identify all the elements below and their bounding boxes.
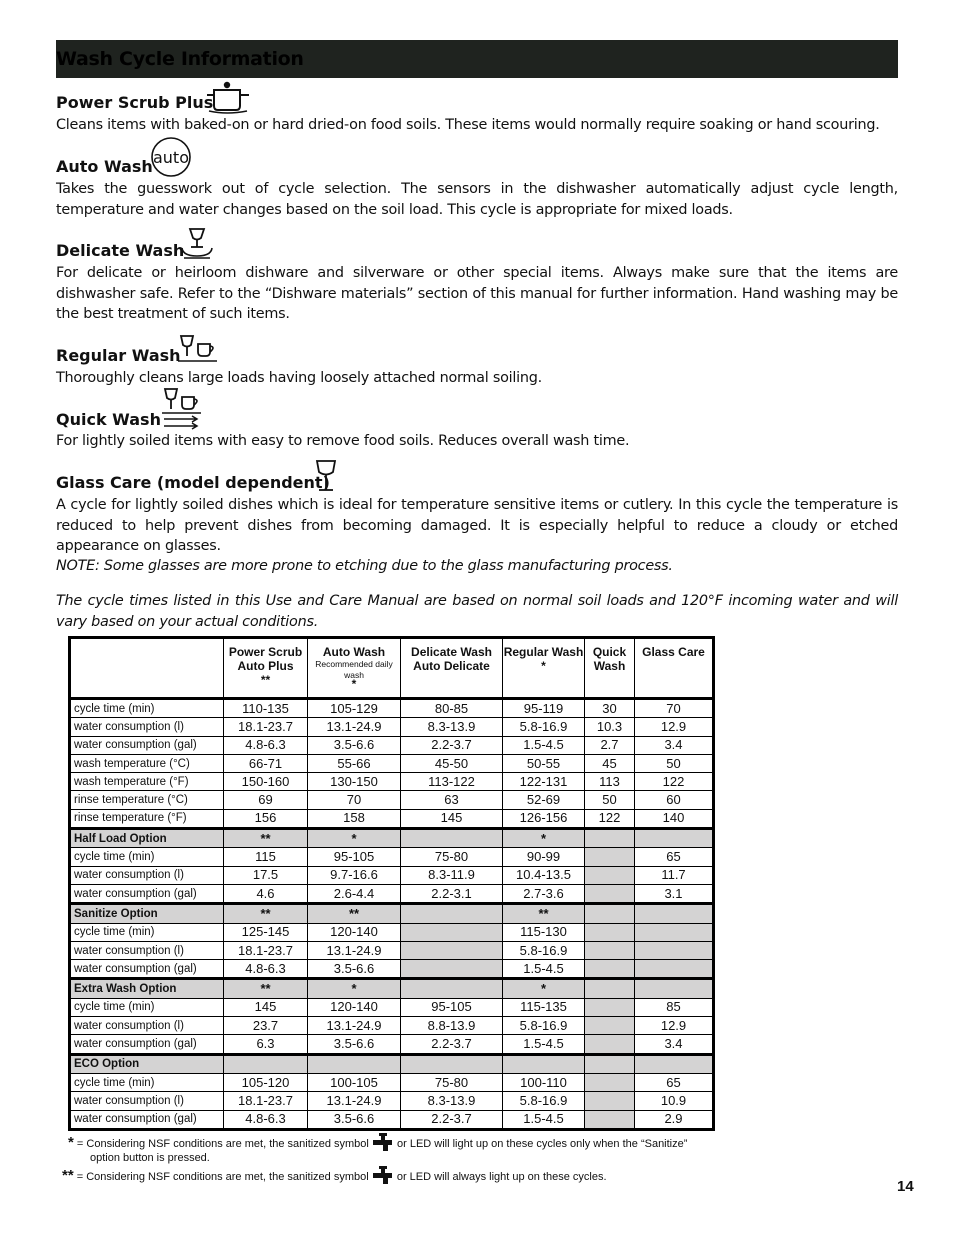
option-mark [635,829,714,848]
section-body-auto-wash: Takes the guesswork out of cycle selection. The sensors in the dishwasher automatically adjust cycle length, temperature and water changes based on the soil load. This cycle is appropriate for mixed loads. [56,181,898,218]
table-cell [635,960,714,979]
table-cell: 105-120 [224,1073,308,1091]
table-cell: 100-105 [308,1073,401,1091]
option-mark [401,829,503,848]
table-cell: 105-129 [308,699,401,718]
col-header-auto-wash: Auto Wash Recommended daily wash * [308,638,401,699]
table-cell: 50 [635,754,714,772]
table-cell: 13.1-24.9 [308,941,401,959]
option-mark: ** [224,979,308,998]
table-cell [585,848,635,866]
table-cell: 45-50 [401,754,503,772]
option-mark [635,979,714,998]
table-cell [585,1073,635,1091]
section-title-quick-wash: Quick Wash [56,410,161,429]
table-cell: 18.1-23.7 [224,718,308,736]
table-cell [585,923,635,941]
row-label: water consumption (l) [70,866,224,884]
table-cell: 140 [635,809,714,828]
col-header-power-scrub: Power Scrub Auto Plus ** [224,638,308,699]
table-row [70,960,714,979]
table-cell: 17.5 [224,866,308,884]
table-cell: 130-150 [308,773,401,791]
row-label: wash temperature (°C) [70,754,224,772]
table-row [70,884,714,903]
table-cell: 4.8-6.3 [224,736,308,754]
table-cell: 5.8-16.9 [503,718,585,736]
quick-wash-icon [161,387,203,431]
table-cell: 30 [585,699,635,718]
option-mark [401,979,503,998]
table-cell: 95-105 [401,998,503,1016]
table-cell: 90-99 [503,848,585,866]
table-row [70,791,714,809]
row-label: water consumption (l) [70,718,224,736]
section-body-delicate-wash: For delicate or heirloom dishware and silverware or other special items. Always make sure that the items are dishwasher safe. Refer to the “Dishware materials” section of this manual for further information. Hand washing may be the best treatment of such items. [56,265,898,322]
table-cell: 5.8-16.9 [503,1092,585,1110]
table-cell: 66-71 [224,754,308,772]
table-cell: 100-110 [503,1073,585,1091]
row-label: water consumption (gal) [70,736,224,754]
section-title-regular-wash: Regular Wash [56,346,181,365]
table-header-row [70,638,714,699]
table-cell: 6.3 [224,1035,308,1054]
row-label: water consumption (l) [70,1017,224,1035]
table-cell: 50-55 [503,754,585,772]
table-row [70,1092,714,1110]
table-cell: 122 [585,809,635,828]
row-label: cycle time (min) [70,699,224,718]
table-row [70,866,714,884]
option-mark: ** [308,904,401,923]
table-row [70,773,714,791]
option-row [70,829,714,848]
page-number: 14 [897,1178,914,1195]
table-cell: 4.8-6.3 [224,1110,308,1129]
table-cell [585,1092,635,1110]
table-cell: 8.3-11.9 [401,866,503,884]
option-mark [224,1054,308,1073]
table-cell: 50 [585,791,635,809]
table-row [70,941,714,959]
table-row [70,699,714,718]
row-label: wash temperature (°F) [70,773,224,791]
col-header-delicate-wash: Delicate Wash Auto Delicate [401,638,503,699]
section-body-regular-wash: Thoroughly cleans large loads having loosely attached normal soiling. [56,370,542,386]
table-cell [585,941,635,959]
option-mark [401,1054,503,1073]
table-cell: 5.8-16.9 [503,1017,585,1035]
section-title-auto-wash: Auto Wash [56,157,153,176]
table-cell: 113-122 [401,773,503,791]
option-mark [585,1054,635,1073]
row-label: water consumption (gal) [70,1110,224,1129]
table-cell: 75-80 [401,1073,503,1091]
table-cell [635,923,714,941]
table-cell: 2.2-3.7 [401,736,503,754]
table-cell: 63 [401,791,503,809]
table-cell: 69 [224,791,308,809]
table-row [70,1110,714,1129]
option-label: ECO Option [70,1054,224,1073]
option-row [70,904,714,923]
row-label: cycle time (min) [70,848,224,866]
table-cell: 12.9 [635,1017,714,1035]
option-mark: * [503,829,585,848]
option-label: Sanitize Option [70,904,224,923]
table-cell: 4.6 [224,884,308,903]
table-cell: 9.7-16.6 [308,866,401,884]
table-cell: 1.5-4.5 [503,960,585,979]
table-cell: 145 [401,809,503,828]
table-cell: 2.9 [635,1110,714,1129]
table-cell: 1.5-4.5 [503,1035,585,1054]
table-cell: 113 [585,773,635,791]
table-row [70,848,714,866]
table-cell: 120-140 [308,923,401,941]
table-cell: 3.5-6.6 [308,736,401,754]
table-row [70,998,714,1016]
option-mark [635,1054,714,1073]
option-mark [585,904,635,923]
table-cell [585,1035,635,1054]
table-cell: 3.4 [635,736,714,754]
table-cell [401,960,503,979]
table-cell [585,884,635,903]
table-cell: 2.7 [585,736,635,754]
table-row [70,923,714,941]
table-cell: 115 [224,848,308,866]
table-cell: 55-66 [308,754,401,772]
table-cell: 12.9 [635,718,714,736]
auto-icon [149,136,193,178]
table-cell [635,941,714,959]
table-row [70,1017,714,1035]
table-row [70,1073,714,1091]
table-cell: 13.1-24.9 [308,1092,401,1110]
table-cell [585,998,635,1016]
table-cell: 158 [308,809,401,828]
col-header-glass-care: Glass Care [635,638,714,699]
wine-glass-icon [313,459,339,493]
option-mark [308,1054,401,1073]
table-cell: 4.8-6.3 [224,960,308,979]
table-cell: 8.3-13.9 [401,718,503,736]
option-mark: ** [224,829,308,848]
faucet-icon [372,1165,394,1185]
glass-cup-icon [177,334,219,366]
delicate-glass-icon [180,226,214,260]
table-cell: 110-135 [224,699,308,718]
table-cell: 65 [635,1073,714,1091]
table-cell: 8.8-13.9 [401,1017,503,1035]
option-mark [503,1054,585,1073]
table-cell: 2.2-3.7 [401,1035,503,1054]
table-cell: 2.2-3.1 [401,884,503,903]
section-note-glass-care: NOTE: Some glasses are more prone to etching due to the glass manufacturing process. [56,558,673,574]
table-header-corner [70,638,224,699]
table-cell: 150-160 [224,773,308,791]
table-cell: 45 [585,754,635,772]
option-mark: ** [503,904,585,923]
table-cell: 3.1 [635,884,714,903]
option-row [70,1054,714,1073]
table-cell: 11.7 [635,866,714,884]
row-label: cycle time (min) [70,998,224,1016]
table-cell: 1.5-4.5 [503,1110,585,1129]
table-cell: 3.5-6.6 [308,1035,401,1054]
table-cell [401,923,503,941]
table-cell [401,941,503,959]
section-banner [56,40,898,78]
table-cell: 156 [224,809,308,828]
option-mark: * [503,979,585,998]
auto-icon-text: auto [152,148,190,167]
table-cell: 65 [635,848,714,866]
row-label: cycle time (min) [70,923,224,941]
table-cell: 126-156 [503,809,585,828]
table-row [70,736,714,754]
row-label: rinse temperature (°F) [70,809,224,828]
table-cell: 60 [635,791,714,809]
pot-icon [205,80,251,114]
table-cell: 70 [308,791,401,809]
row-label: cycle time (min) [70,1073,224,1091]
row-label: water consumption (gal) [70,884,224,903]
footnote-double: ** = Considering NSF conditions are met, the sanitized symbol or LED will always light up on these cycles. [62,1167,607,1184]
cycle-table [68,636,715,1131]
table-cell: 3.5-6.6 [308,960,401,979]
option-mark [635,904,714,923]
table-cell: 95-119 [503,699,585,718]
option-mark: ** [224,904,308,923]
table-row [70,1035,714,1054]
table-cell: 8.3-13.9 [401,1092,503,1110]
table-cell: 23.7 [224,1017,308,1035]
table-row [70,718,714,736]
option-mark: * [308,829,401,848]
table-cell: 122-131 [503,773,585,791]
table-cell: 18.1-23.7 [224,941,308,959]
table-cell: 122 [635,773,714,791]
table-cell [585,866,635,884]
footnote-single: * = Considering NSF conditions are met, the sanitized symbol or LED will light up on these cycles only when the “Sanitize” option button is pressed. [68,1134,688,1164]
section-body-quick-wash: For lightly soiled items with easy to remove food soils. Reduces overall wash time. [56,433,630,449]
table-cell: 95-105 [308,848,401,866]
table-cell: 3.5-6.6 [308,1110,401,1129]
row-label: water consumption (l) [70,1092,224,1110]
option-label: Half Load Option [70,829,224,848]
section-title-power-scrub: Power Scrub Plus [56,93,214,112]
row-label: water consumption (gal) [70,960,224,979]
intro-note: The cycle times listed in this Use and Care Manual are based on normal soil loads and 120°F incoming water and will vary based on your actual conditions. [56,593,898,630]
table-row [70,754,714,772]
table-cell: 80-85 [401,699,503,718]
section-body-glass-care: A cycle for lightly soiled dishes which is ideal for temperature sensitive items or cutlery. In this cycle the temperature is reduced to help prevent dishes from becoming damaged. It is especially helpful to reduce a cloudy or etched appearance on glasses. [56,497,898,554]
section-body-power-scrub: Cleans items with baked-on or hard dried-on food soils. These items would normally require soaking or hand scouring. [56,117,880,133]
option-mark [585,979,635,998]
page-title: Wash Cycle Information [56,48,304,70]
table-cell: 10.3 [585,718,635,736]
table-cell: 13.1-24.9 [308,718,401,736]
table-row [70,809,714,828]
table-cell [585,1017,635,1035]
table-cell: 120-140 [308,998,401,1016]
option-mark [401,904,503,923]
table-cell: 70 [635,699,714,718]
option-label: Extra Wash Option [70,979,224,998]
table-cell: 2.2-3.7 [401,1110,503,1129]
table-cell: 1.5-4.5 [503,736,585,754]
table-cell: 10.9 [635,1092,714,1110]
table-cell: 18.1-23.7 [224,1092,308,1110]
table-cell: 2.6-4.4 [308,884,401,903]
option-mark: * [308,979,401,998]
table-cell: 3.4 [635,1035,714,1054]
option-mark [585,829,635,848]
row-label: rinse temperature (°C) [70,791,224,809]
row-label: water consumption (gal) [70,1035,224,1054]
table-cell: 145 [224,998,308,1016]
table-cell: 10.4-13.5 [503,866,585,884]
col-header-regular-wash: Regular Wash * [503,638,585,699]
table-cell [585,960,635,979]
option-row [70,979,714,998]
section-title-glass-care: Glass Care (model dependent) [56,473,330,492]
table-cell [585,1110,635,1129]
faucet-icon [372,1132,394,1152]
row-label: water consumption (l) [70,941,224,959]
table-cell: 115-135 [503,998,585,1016]
table-cell: 52-69 [503,791,585,809]
table-cell: 125-145 [224,923,308,941]
col-header-quick-wash: Quick Wash [585,638,635,699]
table-cell: 13.1-24.9 [308,1017,401,1035]
table-cell: 115-130 [503,923,585,941]
table-cell: 75-80 [401,848,503,866]
table-cell: 5.8-16.9 [503,941,585,959]
table-cell: 2.7-3.6 [503,884,585,903]
section-title-delicate-wash: Delicate Wash [56,241,185,260]
table-cell: 85 [635,998,714,1016]
